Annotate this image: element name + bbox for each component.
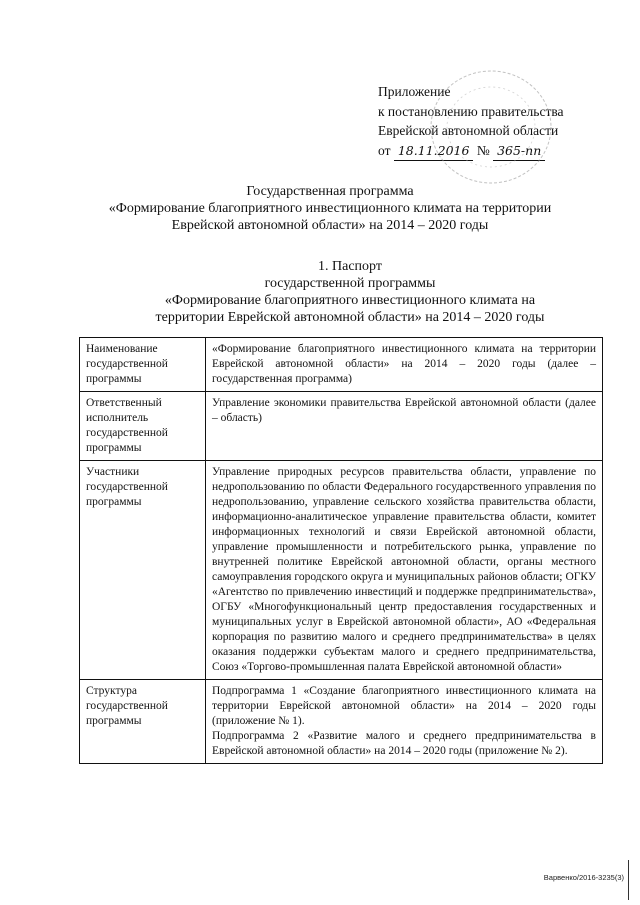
table-row (80, 461, 603, 680)
date-prefix: от (378, 142, 391, 158)
program-title-line3: Еврейской автономной области» на 2014 – 2020 годы (171, 218, 489, 233)
row-label: Ответственный исполнитель государственной программы (80, 392, 206, 461)
program-title-line1: Государственная программа (246, 184, 414, 199)
handwritten-date: 18.11.2016 (394, 141, 474, 162)
handwritten-number: 365-пп (493, 141, 545, 162)
table-row (80, 338, 603, 392)
row-value (206, 680, 603, 764)
passport-heading-line4: территории Еврейской автономной области» на 2014 – 2020 годы (155, 310, 545, 325)
program-title (60, 183, 600, 234)
row-value: «Формирование благоприятного инвестиционного климата на территории Еврейской автономной области» на 2014 – 2020 годы (далее – государственная программа) (206, 338, 603, 392)
table-row (80, 680, 603, 764)
number-prefix: № (476, 142, 490, 158)
subprogram-1: Подпрограмма 1 «Создание благоприятного инвестиционного климата на территории Еврейской автономной области» на 2014 – 2020 годы (приложение № 1). (212, 685, 596, 727)
document-reference: Варвенко/2016-3235(3) (543, 873, 624, 882)
passport-table (79, 337, 603, 764)
program-title-line2: «Формирование благоприятного инвестиционного климата на территории (108, 201, 552, 216)
row-label: Наименование государственной программы (80, 338, 206, 392)
row-label: Участники государственной программы (80, 461, 206, 680)
passport-heading (70, 258, 630, 326)
passport-heading-line1: 1. Паспорт (318, 259, 382, 274)
appendix-to-resolution: к постановлению правительства (378, 103, 564, 119)
appendix-region: Еврейской автономной области (378, 123, 559, 138)
table-row (80, 392, 603, 461)
appendix-title: Приложение (378, 84, 451, 99)
row-label: Структура государственной программы (80, 680, 206, 764)
passport-heading-line2: государственной программы (264, 276, 436, 291)
row-value: Управление природных ресурсов правительства области, управление по недропользованию по области Федерального государственного управления по недропользованию, управление сельского хозяйства правительства области, информационно-аналитическое управление правительства области, комитет информационных технологий и связи Еврейской автономной области, управление промышленности и потребительского рынка, управление по внутренней политике Еврейской автономной области, органы местного самоуправления городского округа и муниципальных районов области; ОГКУ «Агентство по привлечению инвестиций и поддержке предпринимательства», ОГБУ «Многофункциональный центр предоставления государственных и муниципальных услуг в Еврейской автономной области», АО «Федеральная корпорация по развитию малого и среднего предпринимательства» в целях оказания поддержки субъектам малого и среднего предпринимательства, Союз «Торгово-промышленная палата Еврейской автономной области» (206, 461, 603, 680)
official-stamp (416, 62, 566, 192)
subprogram-2: Подпрограмма 2 «Развитие малого и среднего предпринимательства в Еврейской автономной области» на 2014 – 2020 годы (приложение № 2). (212, 730, 596, 757)
row-value: Управление экономики правительства Еврейской автономной области (далее – область) (206, 392, 603, 461)
passport-heading-line3: «Формирование благоприятного инвестиционного климата на (164, 293, 536, 308)
margin-line (628, 860, 629, 900)
